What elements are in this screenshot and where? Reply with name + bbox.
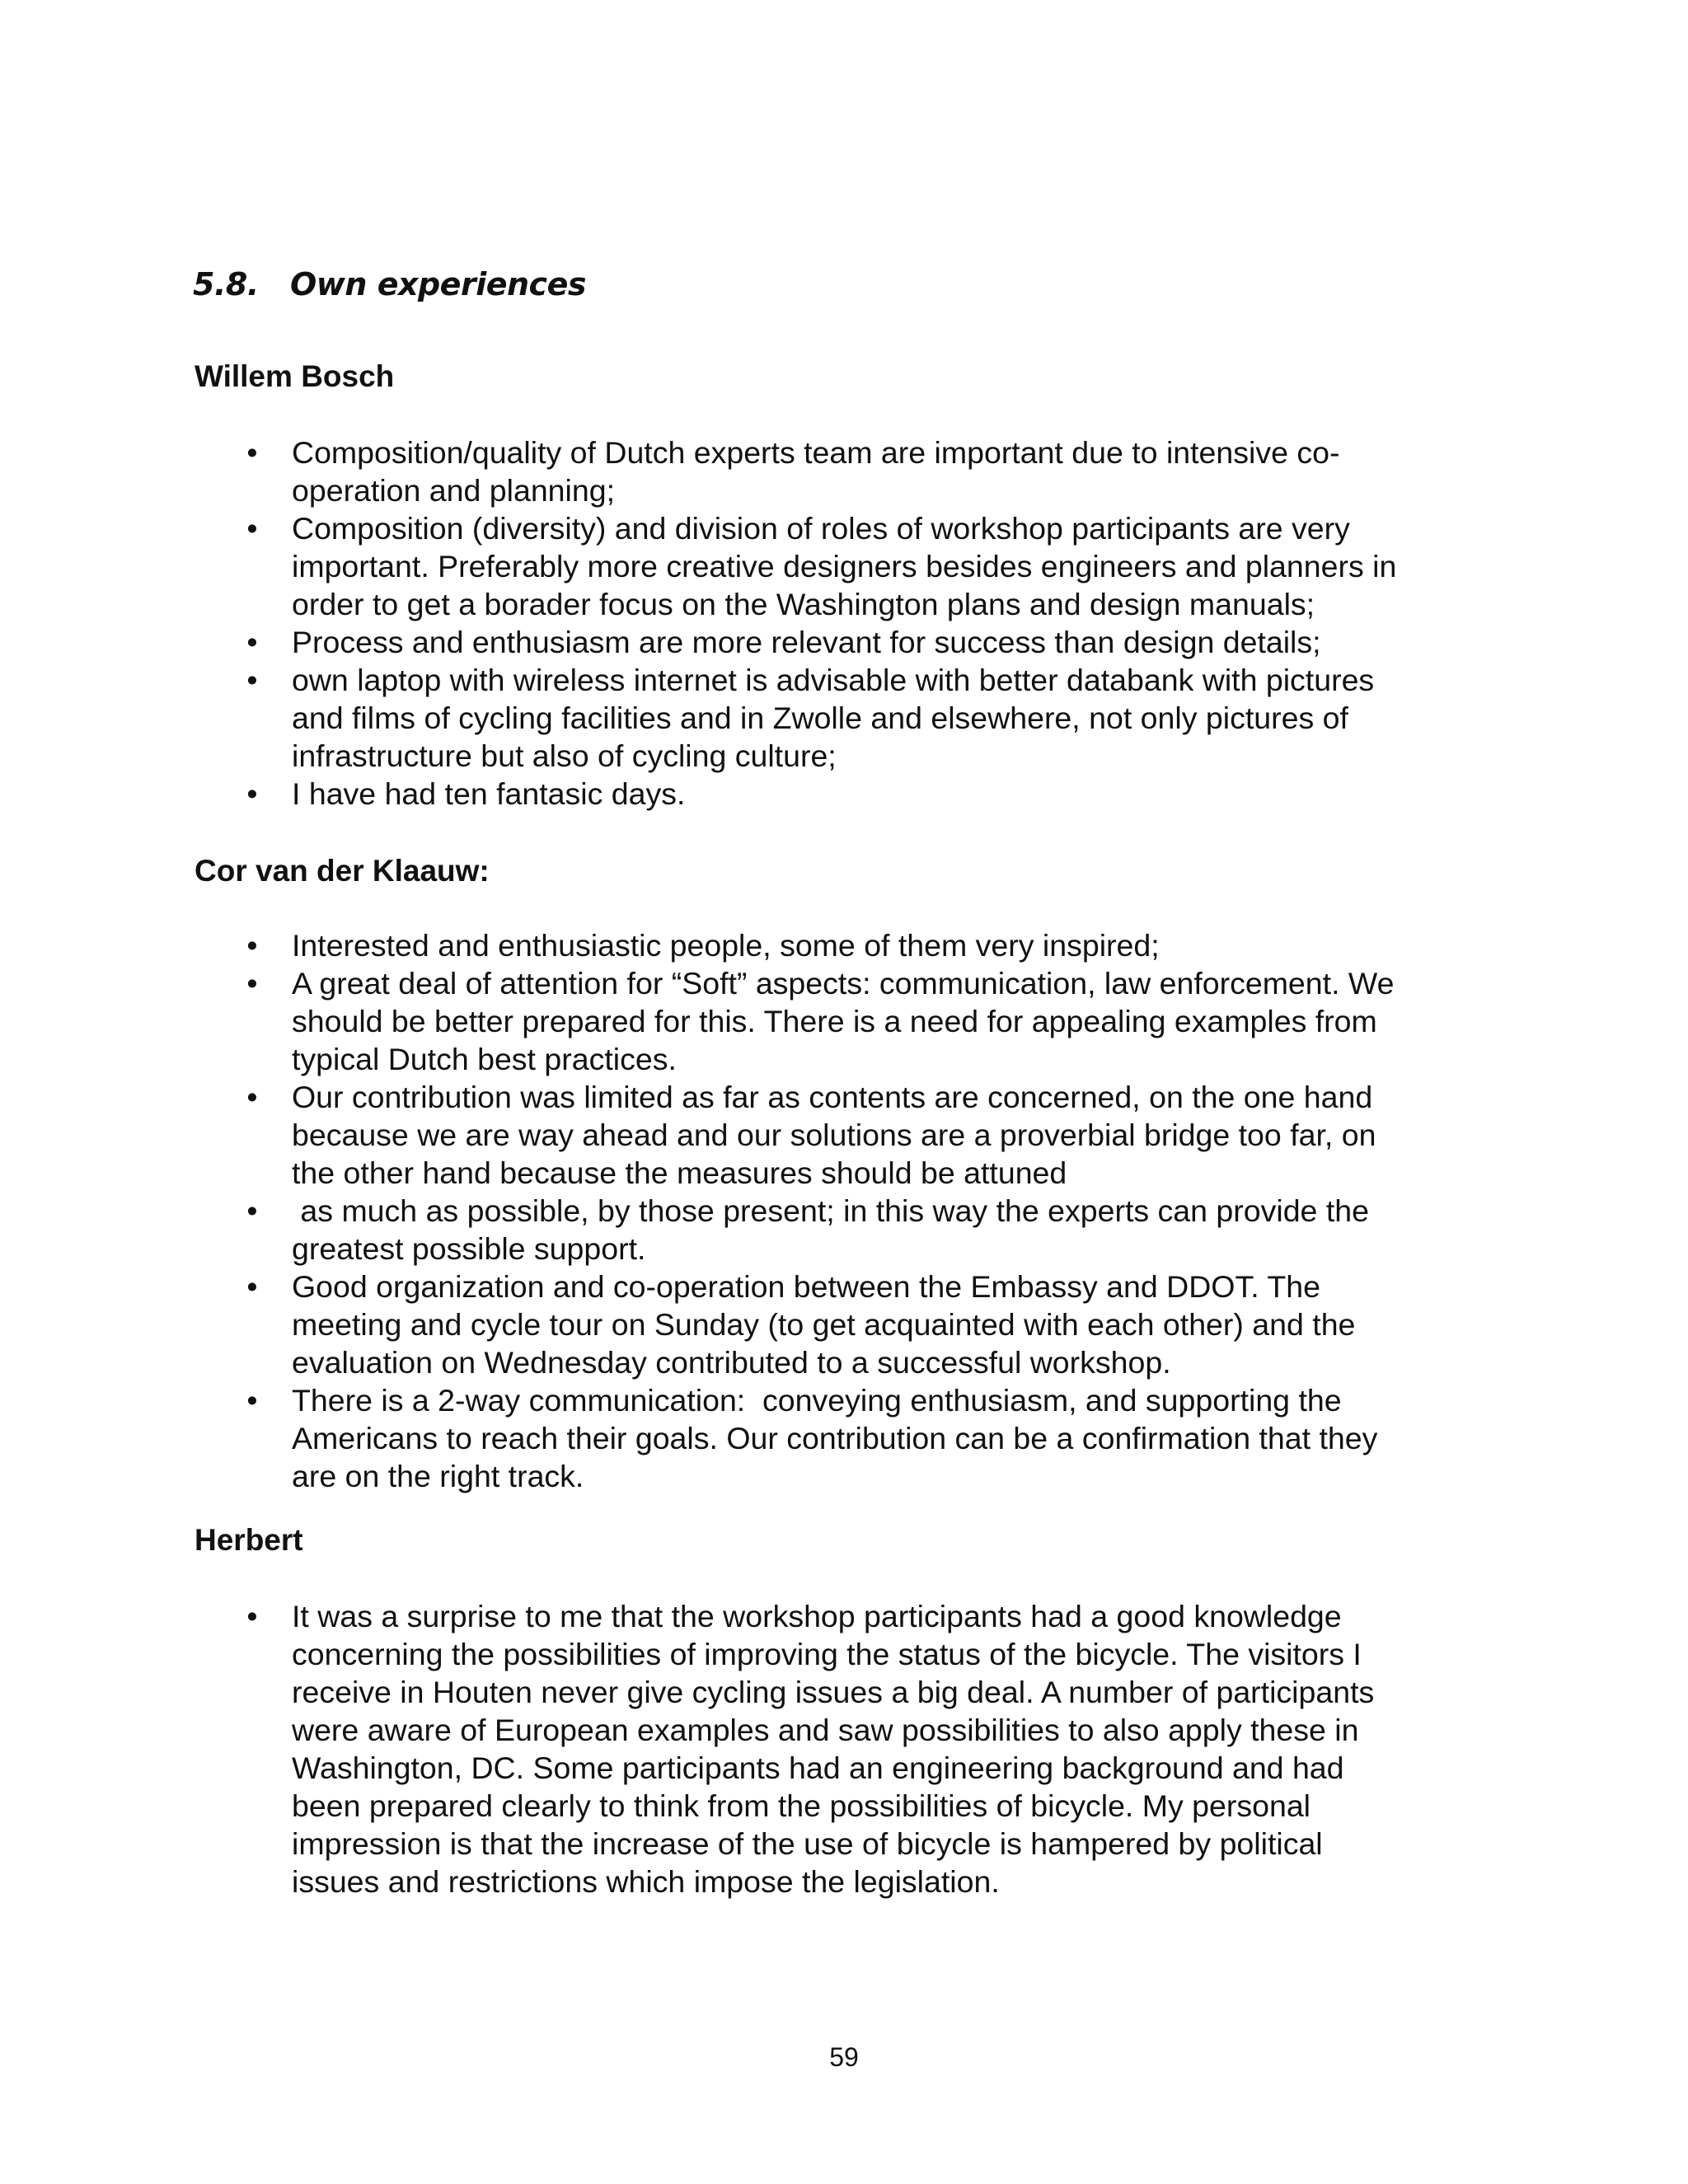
bullet-icon: • [246,1080,258,1114]
list-item [242,1268,1512,1381]
person-heading-herbert: Herbert [195,1523,303,1557]
page-number: 59 [829,2042,859,2072]
bullet-icon: • [246,928,258,963]
list-item-text: as much as possible, by those present; in this way the experts can provide the greatest possible support. [292,1193,1369,1266]
list-item-text: Composition/quality of Dutch experts team are important due to intensive co- operation and planning; [292,435,1340,508]
list-item [242,1078,1512,1192]
list-item [242,434,1512,509]
bullet-icon: • [246,625,258,659]
section-title: Own experiences [290,266,586,302]
list-item [242,509,1512,623]
bullet-list-herbert [242,1597,1512,1900]
person-heading-cor-van-der-klaauw: Cor van der Klaauw: [195,854,490,888]
bullet-list-cor-van-der-klaauw [242,926,1512,1495]
list-item [242,1597,1512,1900]
list-item-text: Interested and enthusiastic people, some of them very inspired; [292,928,1160,963]
bullet-icon: • [246,1383,258,1418]
person-heading-willem-bosch: Willem Bosch [195,359,395,393]
list-item [242,623,1512,661]
list-item [242,964,1512,1078]
list-item [242,661,1512,775]
list-item-text: own laptop with wireless internet is advisable with better databank with pictures and films of cycling facilities and in Zwolle and elsewhere, not only pictures of infrastructure but also of cycling culture; [292,663,1375,773]
bullet-icon: • [246,1269,258,1304]
bullet-icon: • [246,663,258,697]
bullet-icon: • [246,966,258,1001]
section-heading [193,265,586,303]
bullet-icon: • [246,776,258,811]
list-item [242,1192,1512,1268]
section-number: 5.8. [193,266,259,302]
list-item [242,926,1512,964]
list-item-text: Our contribution was limited as far as contents are concerned, on the one hand because we are way ahead and our solutions are a proverbial bridge too far, on the other hand because the measures should be attuned [292,1080,1376,1190]
bullet-icon: • [246,1599,258,1633]
list-item [242,1381,1512,1495]
list-item-text: Process and enthusiasm are more relevant for success than design details; [292,625,1321,659]
list-item-text: Composition (diversity) and division of roles of workshop participants are very important. Preferably more creative designers besides engineers and planners in order to get a borader focus on the Washington plans and design manuals; [292,511,1397,621]
list-item-text: A great deal of attention for “Soft” aspects: communication, law enforcement. We should be better prepared for this. There is a need for appealing examples from typical Dutch best practices. [292,966,1395,1076]
list-item [242,775,1512,813]
bullet-icon: • [246,435,258,470]
bullet-icon: • [246,511,258,546]
bullet-list-willem-bosch [242,434,1512,813]
list-item-text: It was a surprise to me that the workshop participants had a good knowledge concerning the possibilities of improving the status of the bicycle. The visitors I receive in Houten never give cycling issues a big deal. A number of participants were aware of European examples and saw possibilities to also apply these in Washington, DC. Some participants had an engineering background and had been prepared clearly to think from the possibilities of bicycle. My personal impression is that the increase of the use of bicycle is hampered by political issues and restrictions which impose the legislation. [292,1599,1375,1899]
list-item-text: There is a 2-way communication: conveying enthusiasm, and supporting the Americans to reach their goals. Our contribution can be a confirmation that they are on the right track. [292,1383,1378,1493]
bullet-icon: • [246,1193,258,1228]
list-item-text: Good organization and co-operation between the Embassy and DDOT. The meeting and cycle tour on Sunday (to get acquainted with each other) and the evaluation on Wednesday contributed to a successful workshop. [292,1269,1356,1380]
list-item-text: I have had ten fantasic days. [292,776,686,811]
